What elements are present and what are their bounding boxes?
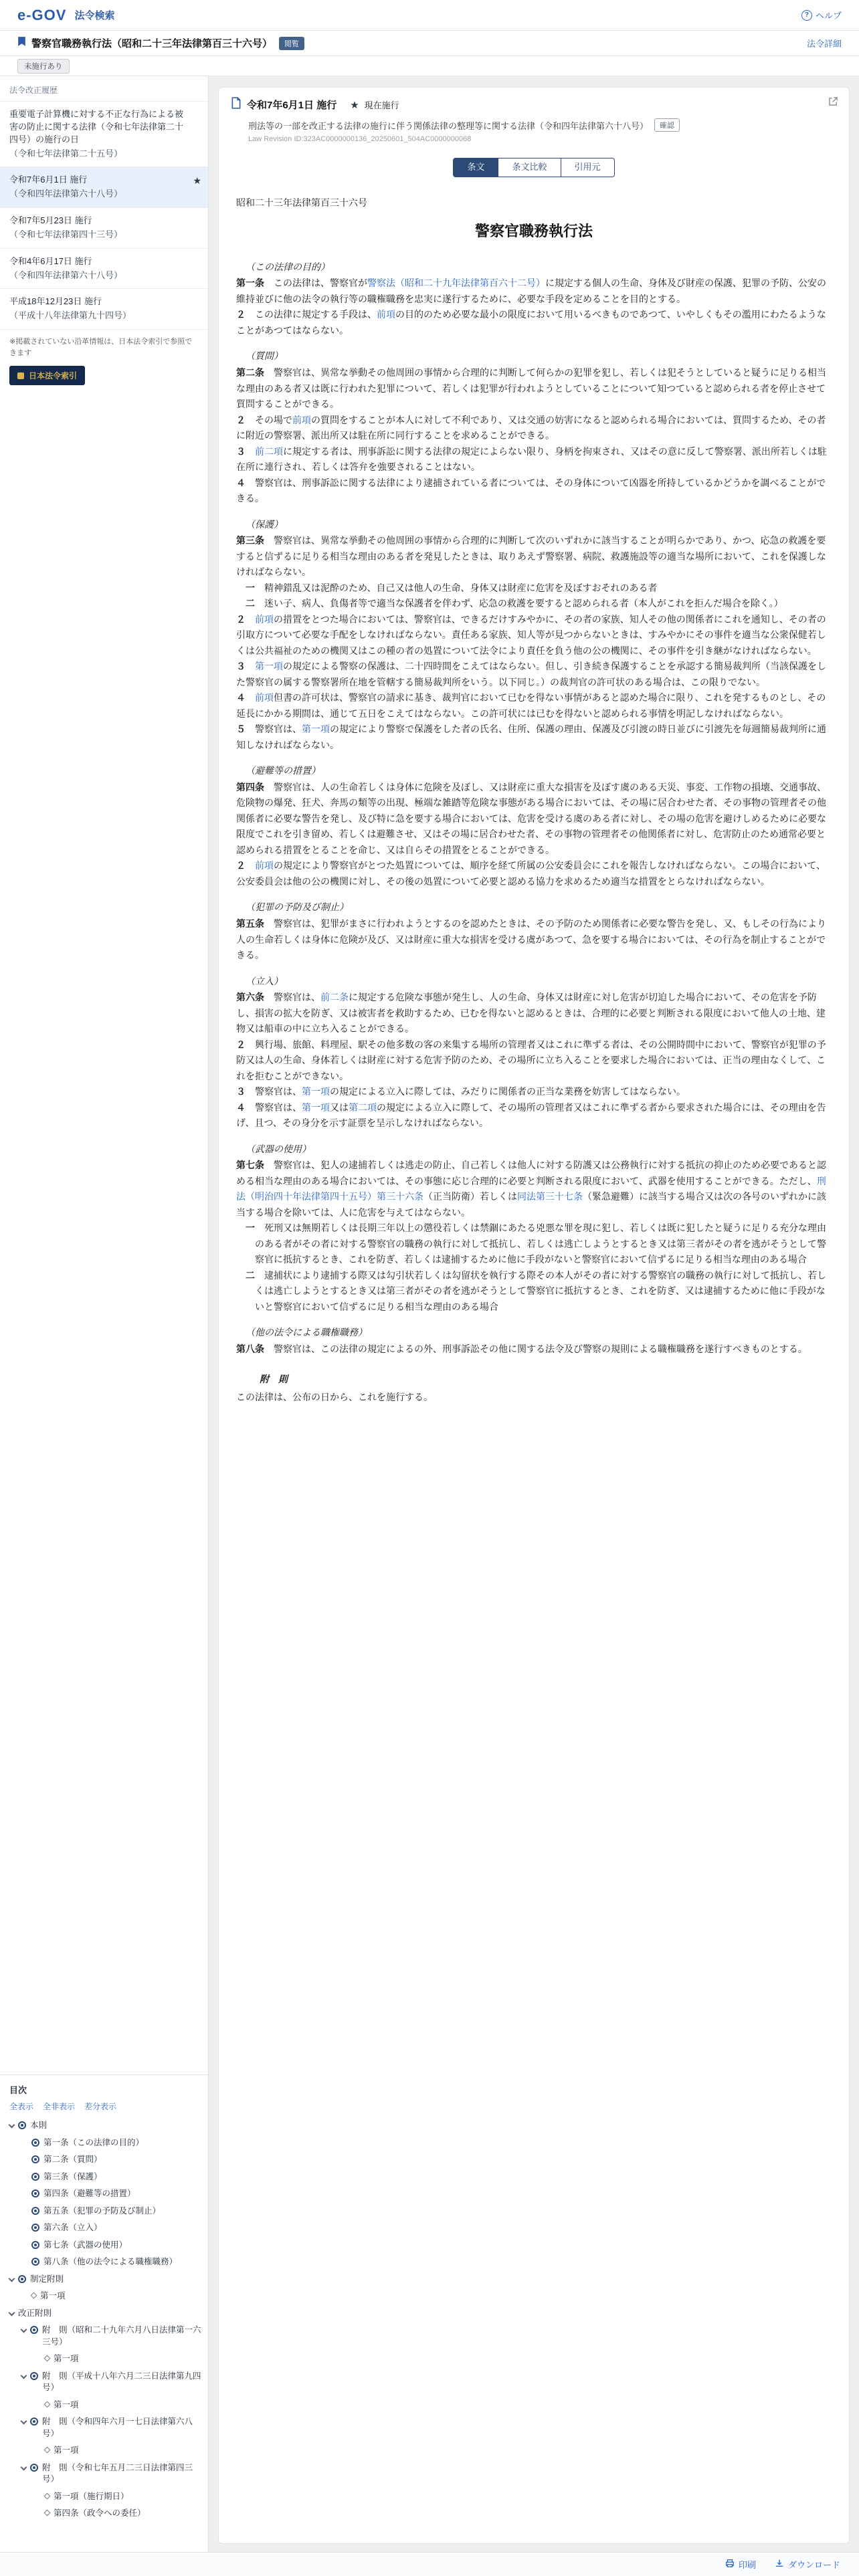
law-reference-link[interactable]: 第二項 xyxy=(349,1101,377,1113)
article-node-icon xyxy=(31,2155,39,2163)
article-number: ４ xyxy=(236,477,246,488)
toc-item[interactable] xyxy=(9,2460,201,2488)
toc-show-all-button[interactable]: 全表示 xyxy=(9,2102,34,2111)
history-item-law-number: （令和七年法律第四十三号） xyxy=(9,229,123,239)
app-header xyxy=(0,0,859,31)
download-button[interactable] xyxy=(775,2558,840,2571)
article-number: 一 xyxy=(246,1222,255,1234)
law-number-line: 昭和二十三年法律第百三十六号 xyxy=(236,197,367,208)
law-reference-link[interactable]: 前二条 xyxy=(320,992,349,1003)
history-item-law-number: （令和七年法律第二十五号） xyxy=(9,148,123,158)
article-node-icon xyxy=(31,2241,39,2249)
download-icon xyxy=(775,2559,784,2570)
article-number: 第三条 xyxy=(236,535,264,546)
toc-item[interactable] xyxy=(9,2135,201,2152)
toc-item-label: 第四条（政令への委任） xyxy=(54,2508,146,2518)
toc-item-label: 第一条（この法律の目的） xyxy=(43,2137,145,2147)
external-link-icon[interactable] xyxy=(828,96,838,110)
history-item-label: 令和7年6月1日 施行 xyxy=(9,175,88,185)
toc-item-label: 附 則（平成十八年六月二三日法律第九四号） xyxy=(42,2371,201,2392)
print-label: 印刷 xyxy=(738,2560,756,2570)
article-node-icon xyxy=(18,2121,26,2129)
help-icon: ? xyxy=(801,10,812,21)
law-paragraph: ２ この法律に規定する手段は、前項の目的のため必要な最小の限度において用いるべきものであつて、いやしくもその濫用にわたるようなことがあつてはならない。 xyxy=(236,309,826,336)
toc-item-label: 附 則（令和四年六月一七日法律第六八号） xyxy=(42,2417,193,2438)
law-reference-link[interactable]: 第一項 xyxy=(302,1086,330,1097)
law-paragraph: ３ 前二項に規定する者は、刑事訴訟に関する法律の規定によらない限り、身柄を拘束され、又はその意に反して警察署、派出所若しくは駐在所に連行され、若しくは答弁を強要されることはない。 xyxy=(236,445,827,473)
revision-header xyxy=(219,88,849,177)
article-number: 第七条 xyxy=(236,1160,264,1171)
law-paragraph: ５ 警察官は、第一項の規定により警察で保護をした者の氏名、住所、保護の理由、保護及び引渡の時日並びに引渡先を毎週簡易裁判所に通知しなければならない。 xyxy=(236,724,826,750)
article-number: 第二条 xyxy=(236,366,264,378)
history-item-law-number: （平成十八年法律第九十四号） xyxy=(9,310,132,321)
article-number: ４ xyxy=(236,692,246,704)
law-detail-link[interactable]: 法令詳細 xyxy=(806,39,842,49)
help-link[interactable] xyxy=(801,9,842,21)
star-icon[interactable]: ★ xyxy=(193,175,201,187)
history-note: ※掲載されていない沿革情報は、日本法令索引で参照できます xyxy=(9,338,193,358)
law-reference-link[interactable]: 第一項 xyxy=(302,1101,330,1113)
chevron-down-icon[interactable] xyxy=(21,2372,27,2379)
law-paragraph: 第七条 警察官は、犯人の逮捕若しくは逃走の防止、自己若しくは他人に対する防護又は公務執行に対する抵抗の抑止のため必要であると認める相当な理由のある場合においては、その事態に応じ合理的に必要と判断される限度において、武器を使用することができる。ただし、刑法（明治四十年法律第四十五号）第三十六条（正当防衛）若しくは同法第三十七条（緊急避難）に該当する場合又は次の各号のいずれかに該当する場合を除いては、人に危害を与えてはならない。 xyxy=(236,1160,826,1218)
paragraph-node-icon xyxy=(44,2355,51,2362)
paragraph-node-icon xyxy=(31,2292,37,2299)
toc-item[interactable] xyxy=(9,2151,201,2169)
article-node-icon xyxy=(30,2464,38,2472)
article-number: 二 xyxy=(246,1269,255,1281)
toc-item[interactable] xyxy=(9,2505,201,2523)
article-caption: （この法律の目的） xyxy=(246,261,330,272)
chevron-down-icon[interactable] xyxy=(21,2418,27,2425)
star-icon[interactable]: ★ xyxy=(350,99,359,111)
toc-item[interactable] xyxy=(9,2185,201,2203)
paragraph-node-icon xyxy=(44,2492,51,2499)
toc-item-label: 第四条（避難等の措置） xyxy=(43,2189,136,2198)
toc-item[interactable] xyxy=(9,2351,201,2368)
law-title-bar xyxy=(0,31,859,56)
toc-item-label: 第一項 xyxy=(54,2446,79,2455)
article-number: 第六条 xyxy=(236,992,264,1003)
confirm-badge: 確認 xyxy=(654,118,680,132)
supplementary-provisions-heading: 附 則 xyxy=(260,1374,288,1385)
chevron-down-icon[interactable] xyxy=(21,2464,27,2470)
history-item-label: 令和7年5月23日 施行 xyxy=(9,215,92,226)
law-text-area xyxy=(219,177,849,1432)
article-node-icon xyxy=(31,2139,39,2147)
law-reference-link[interactable]: 前項 xyxy=(255,692,274,704)
toc-item-label: 制定附則 xyxy=(30,2274,64,2284)
toc-item-label: 本則 xyxy=(30,2121,47,2130)
tab-引用元[interactable]: 引用元 xyxy=(561,158,615,177)
view-tabs xyxy=(231,158,837,177)
law-paragraph: 第一条 この法律は、警察官が警察法（昭和二十九年法律第百六十二号）に規定する個人の生命、身体及び財産の保護、犯罪の予防、公安の維持並びに他の法令の執行等の職権職務を忠実に遂行するために、必要な手段を定めることを目的とする。 xyxy=(236,278,826,304)
law-reference-link[interactable]: 同法第三十七条 xyxy=(517,1191,583,1202)
tab-条文[interactable]: 条文 xyxy=(453,158,498,177)
toc-item-label: 附 則（昭和二十九年六月八日法律第一六三号） xyxy=(42,2325,201,2347)
article-number: 第一条 xyxy=(236,278,264,289)
tab-条文比較[interactable]: 条文比較 xyxy=(498,158,561,177)
toc-panel xyxy=(0,2074,208,2529)
printer-icon xyxy=(725,2559,735,2570)
history-item-law-number: （令和四年法律第六十八号） xyxy=(9,270,123,280)
toc-item[interactable] xyxy=(9,2305,201,2323)
article-number: ３ xyxy=(236,661,246,672)
paragraph-node-icon xyxy=(44,2510,51,2516)
toc-item[interactable] xyxy=(9,2237,201,2254)
history-item-label: 令和4年6月17日 施行 xyxy=(9,255,92,266)
law-paragraph: 第三条 警察官は、異常な挙動その他周囲の事情から合理的に判断して次のいずれかに該当することが明らかであり、かつ、応急の救護を要すると信ずるに足りる相当な理由のある者を発見したときは、取りあえず警察署、病院、救護施設等の適当な場所において、これを保護しなければならない。 xyxy=(236,535,826,578)
history-item[interactable] xyxy=(0,167,208,208)
article-node-icon xyxy=(31,2189,39,2197)
law-paragraph: 第四条 警察官は、人の生命若しくは身体に危険を及ぼし、又は財産に重大な損害を及ぼす虞のある天災、事変、工作物の損壊、交通事故、危険物の爆発、狂犬、奔馬の類等の出現、極端な雑踏等危険な事態がある場合においては、その場に居合わせた者、その事物の管理者その他関係者に必要な警告を発し、及び特に急を要する場合においては、危害を受ける虞のある者に対し、その場の危害を避けしめるために必要な限度でこれを引き留め、若しくは避難させ、又はその場に居合わせた者、その事物の管理者その他関係者に対し、危害防止のため通常必要と認められる措置をとることを命じ、又は自らその措置をとることができる。 xyxy=(236,781,826,855)
toc-item-label: 第一項 xyxy=(54,2399,79,2409)
revision-date: 令和7年6月1日 施行 xyxy=(247,100,337,111)
toc-item-label: 第三条（保護） xyxy=(43,2171,102,2181)
chevron-down-icon[interactable] xyxy=(9,2309,15,2316)
article-caption: （立入） xyxy=(246,975,283,986)
article-number: ２ xyxy=(236,860,246,871)
toc-item-label: 改正附則 xyxy=(18,2308,52,2318)
toc-diff-button[interactable]: 差分表示 xyxy=(84,2102,117,2111)
article-node-icon xyxy=(31,2173,39,2181)
article-number: 一 xyxy=(246,582,255,593)
toc-item[interactable] xyxy=(9,2442,201,2460)
law-paragraph: 一 死刑又は無期若しくは長期三年以上の懲役若しくは禁錮にあたる兇悪な罪を現に犯し、若しくは既に犯したと疑うに足りる充分な理由のある者がその者に対する警察官の職務の執行に対して抵抗し、若しくは逃亡しようとするとき又は第三者がその者を逃がそうとして警察官に抵抗するとき、これを防ぎ、若しくは逮捕するために他に手段がないと警察官において信ずるに足りる相当な理由のある場合 xyxy=(246,1222,826,1265)
history-item[interactable] xyxy=(0,249,208,290)
download-label: ダウンロード xyxy=(787,2560,840,2570)
sidebar xyxy=(0,76,209,2552)
service-name: 法令検索 xyxy=(74,10,115,21)
article-number: ３ xyxy=(236,445,246,457)
article-number: ３ xyxy=(236,1086,246,1097)
article-caption: （保護） xyxy=(246,518,283,530)
law-body xyxy=(236,259,832,1406)
law-reference-link[interactable]: 刑法（明治四十年法律第四十五号）第三十六条 xyxy=(236,1175,826,1202)
law-main-title: 警察官職務執行法 xyxy=(474,222,593,239)
article-node-icon xyxy=(31,2207,39,2215)
law-reference-link[interactable]: 第一項 xyxy=(255,661,283,672)
amendment-law-name: 刑法等の一部を改正する法律の施行に伴う関係法律の整理等に関する法律（令和四年法律第六十八号） xyxy=(248,120,649,131)
toc-item[interactable] xyxy=(9,2169,201,2186)
article-node-icon xyxy=(18,2275,26,2283)
bookmark-icon xyxy=(17,36,26,50)
toc-item-label: 第一項 xyxy=(54,2354,79,2363)
history-heading: 法令改正履歴 xyxy=(9,86,58,95)
law-paragraph: ３ 警察官は、第一項の規定による立入に際しては、みだりに関係者の正当な業務を妨害してはならない。 xyxy=(236,1086,686,1097)
toc-hide-all-button[interactable]: 全非表示 xyxy=(43,2102,76,2111)
law-reference-link[interactable]: 前二項 xyxy=(255,445,283,457)
hourei-index-label: 日本法令索引 xyxy=(29,371,78,381)
article-number: ２ xyxy=(236,613,246,625)
footer-bar xyxy=(0,2552,859,2576)
law-paragraph: 第二条 警察官は、異常な挙動その他周囲の事情から合理的に判断して何らかの犯罪を犯し、若しくは犯そうとしていると疑うに足りる相当な理由のある者又は既に行われた犯罪について、若しくは犯罪が行われようとしていることについて知つていると認められる者を停止させて質問することができる。 xyxy=(236,366,826,410)
toc-item[interactable] xyxy=(9,2203,201,2220)
toc-item[interactable] xyxy=(9,2117,201,2135)
article-node-icon xyxy=(30,2326,38,2334)
toc-item[interactable] xyxy=(9,2220,201,2237)
law-paragraph: ４ 前項但書の許可状は、警察官の請求に基き、裁判官において已むを得ない事情があると認めた場合に限り、これを発するものとし、その延長にかかる期間は、通じて五日をこえてはならない。この許可状には已むを得ないと認められる事情を明記しなければならない。 xyxy=(236,692,826,719)
law-reference-link[interactable]: 前項 xyxy=(292,414,311,425)
law-reference-link[interactable]: 第一項 xyxy=(302,724,330,735)
law-paragraph: ２ 前項の措置をとつた場合においては、警察官は、できるだけすみやかに、その者の家族、知人その他の関係者にこれを通知し、その者の引取方について必要な手配をしなければならない。責任ある家族、知人等が見つからないときは、すみやかにその事件を適当な公衆保健若しくは公共福祉のための機関又はこの種の者の処置について法令により責任を負う他の公の機関に、その事件を引き継がなければならない。 xyxy=(236,613,826,656)
article-number: 第四条 xyxy=(236,781,264,792)
law-reference-link[interactable]: 前項 xyxy=(255,860,274,871)
toc-item-label: 第六条（立入） xyxy=(43,2223,102,2232)
article-caption: （他の法令による職権職務） xyxy=(246,1327,367,1338)
toc-item-label: 第五条（犯罪の予防及び制止） xyxy=(43,2206,161,2216)
law-revision-id: Law Revision ID:323AC0000000136_20250601_504AC0000000068 xyxy=(248,135,472,143)
history-item-label: 重要電子計算機に対する不正な行為による被害の防止に関する法律（令和七年法律第二十四号）の施行の日 xyxy=(9,109,184,144)
history-item-law-number: （令和四年法律第六十八号） xyxy=(9,189,123,199)
history-item-label: 平成18年12月23日 施行 xyxy=(9,296,102,307)
law-paragraph: 第八条 警察官は、この法律の規定によるの外、刑事訴訟その他に関する法令及び警察の規則による職権職務を遂行すべきものとする。 xyxy=(236,1343,807,1354)
history-item[interactable] xyxy=(0,102,208,167)
paragraph-node-icon xyxy=(44,2401,51,2407)
toc-item-label: 第八条（他の法令による職権職務） xyxy=(43,2257,178,2266)
law-paragraph: ４ 警察官は、第一項又は第二項の規定による立入に際して、その場所の管理者又はこれに準ずる者から要求された場合には、その理由を告げ、且つ、その身分を示す証票を呈示しなければならない。 xyxy=(236,1101,826,1129)
hourei-index-link[interactable] xyxy=(9,366,85,385)
current-enforcement-label: 現在施行 xyxy=(364,100,399,110)
toc-item-label: 第二条（質問） xyxy=(43,2155,102,2164)
toc-item-label: 第一項（施行期日） xyxy=(54,2491,129,2501)
article-node-icon xyxy=(31,2224,39,2232)
law-paragraph: 二 逮捕状により逮捕する際又は勾引状若しくは勾留状を執行する際その本人がその者に対する警察官の職務の執行に対して抵抗し、若しくは逃亡しようとするとき又は第三者がその者を逃がそうとして警察官に抵抗するとき、これを防ぎ、又は逮捕するために他に手段がないと警察官において信ずるに足りる相当な理由のある場合 xyxy=(246,1269,826,1312)
article-number: 第八条 xyxy=(236,1343,264,1354)
law-paragraph: ４ 警察官は、刑事訴訟に関する法律により逮捕されている者については、その身体について凶器を所持しているかどうかを調べることができる。 xyxy=(236,477,826,504)
law-paragraph: 二 迷い子、病人、負傷者等で適当な保護者を伴わず、応急の救護を要すると認められる者（本人がこれを拒んだ場合を除く。） xyxy=(246,598,783,609)
toc-item[interactable] xyxy=(9,2413,201,2442)
article-caption: （質問） xyxy=(246,350,283,362)
view-badge: 閲覧 xyxy=(279,37,304,50)
chevron-down-icon[interactable] xyxy=(9,2275,15,2282)
article-number: 二 xyxy=(246,598,255,609)
toc-item[interactable] xyxy=(9,2254,201,2271)
law-paragraph: ２ 前項の規定により警察官がとつた処置については、順序を経て所属の公安委員会にこれを報告しなければならない。この場合において、公安委員会は他の公の機関に対し、その後の処置について必要と認める協力を求めるため適当な措置をとらなければならない。 xyxy=(236,860,826,887)
law-paragraph: ３ 第一項の規定による警察の保護は、二十四時間をこえてはならない。但し、引き続き保護することを承認する簡易裁判所（当該保護をした警察官の属する警察署所在地を管轄する簡易裁判所をいう。以下同じ。）の裁判官の許可状のある場合は、この限りでない。 xyxy=(236,661,826,687)
main-content-card xyxy=(218,87,850,2544)
chevron-down-icon[interactable] xyxy=(21,2327,27,2333)
hourei-index-emblem-icon xyxy=(17,372,24,379)
article-caption: （犯罪の予防及び制止） xyxy=(246,901,349,913)
law-reference-link[interactable]: 前項 xyxy=(377,309,395,320)
toc-item-label: 附 則（令和七年五月二三日法律第四三号） xyxy=(42,2462,193,2484)
article-node-icon xyxy=(31,2258,39,2266)
law-paragraph: 第五条 警察官は、犯罪がまさに行われようとするのを認めたときは、その予防のため関係者に必要な警告を発し、又、もしその行為により人の生命若しくは身体に危険が及び、又は財産に重大な損害を受ける虞があつて、急を要する場合においては、その行為を制止することができる。 xyxy=(236,918,826,961)
law-paragraph: 一 精神錯乱又は泥酔のため、自己又は他人の生命、身体又は財産に危害を及ぼすおそれのある者 xyxy=(246,582,658,593)
toc-item[interactable] xyxy=(9,2288,201,2305)
egov-logo: e-GOV xyxy=(17,6,67,23)
print-button[interactable] xyxy=(725,2558,756,2571)
toc-item[interactable] xyxy=(9,2368,201,2397)
article-number: ４ xyxy=(236,1101,246,1113)
article-number: 第五条 xyxy=(236,918,264,929)
law-paragraph: ２ 興行場、旅館、料理屋、駅その他多数の客の来集する場所の管理者又はこれに準ずる者は、その公開時間中において、警察官が犯罪の予防又は人の生命、身体若しくは財産に対する危害予防のため、その場所に立ち入ることを要求した場合においては、正当の理由なくして、これを拒むことができない。 xyxy=(236,1039,826,1081)
toc-controls xyxy=(9,2101,201,2112)
history-item[interactable] xyxy=(0,208,208,249)
document-icon xyxy=(231,97,242,112)
toc-item[interactable] xyxy=(9,2322,201,2351)
toc-item-label: 第一項 xyxy=(40,2291,66,2300)
toc-tree xyxy=(9,2117,201,2523)
history-item[interactable] xyxy=(0,289,208,330)
law-reference-link[interactable]: 警察法（昭和二十九年法律第百六十二号） xyxy=(367,278,545,289)
toc-item[interactable] xyxy=(9,2271,201,2288)
law-paragraph: 第六条 警察官は、前二条に規定する危険な事態が発生し、人の生命、身体又は財産に対し危害が切迫した場合において、その危害を予防し、損害の拡大を防ぎ、又は被害者を救助するため、已むを得ないと認めるときは、合理的に必要と判断される限度において他人の土地、建物又は船車の中に立ち入ることができる。 xyxy=(236,992,826,1035)
page-title: 警察官職務執行法（昭和二十三年法律第百三十六号） xyxy=(31,38,273,49)
toc-item[interactable] xyxy=(9,2488,201,2506)
chevron-down-icon[interactable] xyxy=(9,2122,15,2129)
article-caption: （避難等の措置） xyxy=(246,765,320,776)
article-number: ２ xyxy=(236,1039,246,1050)
article-number: ２ xyxy=(236,414,246,425)
law-paragraph: この法律は、公布の日から、これを施行する。 xyxy=(236,1391,433,1402)
article-number: ２ xyxy=(236,309,246,320)
help-label: ヘルプ xyxy=(815,11,842,21)
toc-item-label: 第七条（武器の使用） xyxy=(43,2240,128,2250)
toc-item[interactable] xyxy=(9,2397,201,2414)
article-node-icon xyxy=(30,2372,38,2380)
law-reference-link[interactable]: 前項 xyxy=(255,613,274,625)
article-caption: （武器の使用） xyxy=(246,1143,311,1154)
law-paragraph: ２ その場で前項の質問をすることが本人に対して不利であり、又は交通の妨害になると認められる場合においては、質問するため、その者に附近の警察署、派出所又は駐在所に同行することを求めることができる。 xyxy=(236,414,826,441)
history-list xyxy=(0,101,208,330)
article-node-icon xyxy=(30,2418,38,2426)
toc-heading: 目次 xyxy=(9,2085,27,2095)
article-number: ５ xyxy=(236,724,246,735)
paragraph-node-icon xyxy=(44,2447,51,2454)
pending-row xyxy=(0,56,859,76)
pending-status-badge: 未施行あり xyxy=(17,59,70,74)
